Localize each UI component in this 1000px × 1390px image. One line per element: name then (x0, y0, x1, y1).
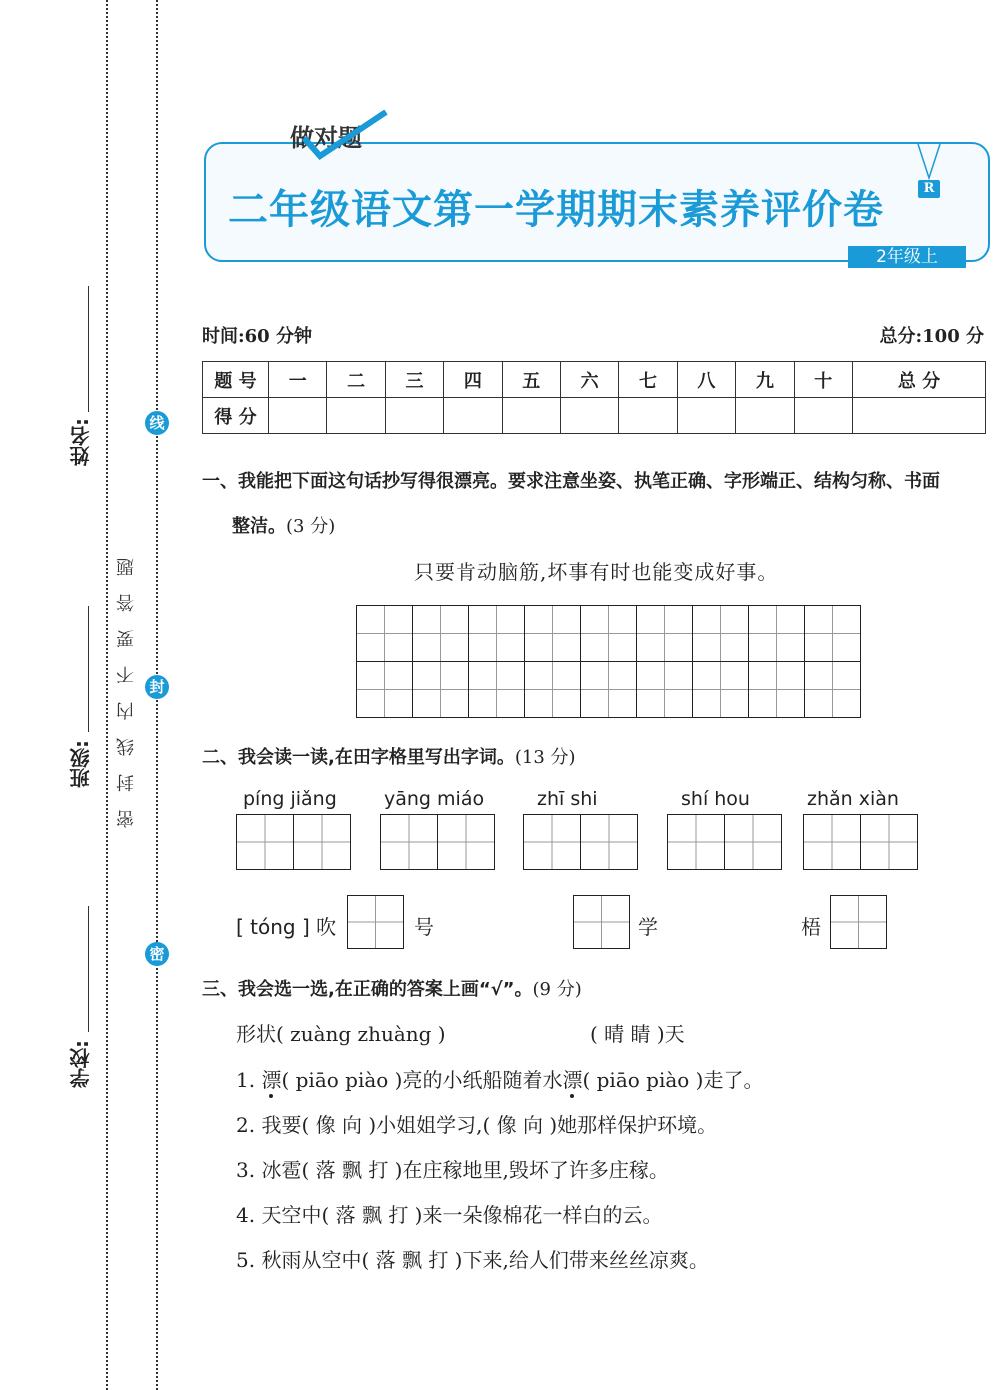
exam-title: 二年级语文第一学期期末素养评价卷 (228, 187, 884, 233)
q2-grid-cell[interactable] (724, 814, 782, 870)
tong-cell-3[interactable] (830, 895, 887, 949)
score-input-cell[interactable] (269, 398, 327, 434)
q1-grid-cell[interactable] (356, 661, 413, 718)
q2-grid-cell[interactable] (667, 814, 725, 870)
tong-cell-2[interactable] (573, 895, 630, 949)
q1-grid-cell[interactable] (412, 661, 469, 718)
tong-prefix-text: [ tóng ] 吹 (236, 915, 337, 939)
school-write-line (88, 906, 89, 1032)
q2-grid-cell[interactable] (803, 814, 861, 870)
score-table-score-row (203, 398, 986, 434)
score-cell-header: 七 (619, 362, 677, 398)
q2-grid-cell[interactable] (523, 814, 581, 870)
tong-prefix (236, 911, 336, 940)
q2-grid-cell[interactable] (580, 814, 638, 870)
q1-grid-cell[interactable] (356, 605, 413, 662)
q1-grid-cell[interactable] (636, 661, 693, 718)
pinyin-4: shí hou (681, 788, 750, 810)
seal-xian: 线 (145, 411, 169, 435)
q3-title-text: 三、我会选一选,在正确的答案上画“√”。 (202, 979, 533, 1000)
pinyin-2: yāng miáo (384, 788, 485, 810)
q1-grid-cell[interactable] (804, 661, 861, 718)
brand-logo: 做对题 (290, 124, 362, 152)
school-label: 学校: (69, 1040, 93, 1088)
q3-example-a: 形状( zuàng zhuàng ) (236, 1022, 446, 1046)
score-table (202, 361, 986, 434)
q3-item-1-b: ( piāo piào )亮的小纸船随着水 (281, 1068, 563, 1092)
tong-hao: 号 (414, 915, 434, 939)
seal-mi: 密 (145, 942, 169, 966)
tong-cell-1[interactable] (347, 895, 404, 949)
tong-wu: 梧 (801, 915, 821, 939)
q1-title: 一、我能把下面这句话抄写得很漂亮。要求注意坐姿、执笔正确、字形端正、结构匀称、书面 (202, 471, 940, 492)
score-input-cell[interactable] (736, 398, 794, 434)
q3-title (202, 975, 582, 1001)
q3-item-4: 4. 天空中( 落 飘 打 )来一朵像棉花一样白的云。 (236, 1203, 663, 1227)
score-row-label: 得 分 (203, 398, 269, 434)
q1-grid-cell[interactable] (636, 605, 693, 662)
score-input-cell[interactable] (619, 398, 677, 434)
name-label: 姓名: (69, 418, 93, 466)
q1-grid-cell[interactable] (524, 661, 581, 718)
ribbon-icon (914, 144, 944, 182)
total-score: 总分:100 分 (879, 326, 984, 347)
q1-points: (3 分) (286, 516, 336, 537)
score-input-cell[interactable] (444, 398, 502, 434)
score-input-cell[interactable] (385, 398, 443, 434)
q3-item-1-c: ( piāo piào )走了。 (582, 1068, 764, 1092)
grade-tag: 2年级上 (848, 246, 966, 268)
score-cell-header: 五 (502, 362, 560, 398)
score-cell-header: 一 (269, 362, 327, 398)
q1-grid-cell[interactable] (524, 605, 581, 662)
pinyin-3: zhī shi (537, 788, 598, 810)
binding-dotted-line-left (106, 0, 108, 1390)
q3-item-1-char2: 漂 (562, 1068, 583, 1092)
q3-item-1-a: 1. (236, 1068, 262, 1092)
q3-item-1-char: 漂 (261, 1068, 282, 1092)
score-input-cell[interactable] (502, 398, 560, 434)
q1-grid-cell[interactable] (748, 661, 805, 718)
score-cell-header: 题 号 (203, 362, 269, 398)
q1-grid-cell[interactable] (412, 605, 469, 662)
q1-grid-cell[interactable] (748, 605, 805, 662)
score-input-cell[interactable] (327, 398, 385, 434)
q1-grid-cell[interactable] (692, 605, 749, 662)
score-cell-header: 四 (444, 362, 502, 398)
score-cell-header: 三 (385, 362, 443, 398)
q1-grid-cell[interactable] (468, 661, 525, 718)
q3-example-b: ( 晴 睛 )天 (590, 1022, 685, 1046)
binding-warning: 密封线内不要答题 (116, 540, 137, 828)
q2-grid-cell[interactable] (860, 814, 918, 870)
score-input-cell[interactable] (560, 398, 618, 434)
q1-grid-cell[interactable] (580, 661, 637, 718)
edition-badge: R (918, 180, 940, 198)
q1-grid-cell[interactable] (804, 605, 861, 662)
q1-grid-cell[interactable] (692, 661, 749, 718)
q3-points: (9 分) (532, 979, 582, 1000)
score-table-header-row (203, 362, 986, 398)
q3-item-3: 3. 冰雹( 落 飘 打 )在庄稼地里,毁坏了许多庄稼。 (236, 1158, 669, 1182)
pinyin-5: zhǎn xiàn (807, 788, 899, 810)
seal-feng: 封 (145, 675, 169, 699)
q1-sentence: 只要肯动脑筋,坏事有时也能变成好事。 (414, 560, 779, 584)
score-input-cell[interactable] (794, 398, 852, 434)
q2-grid-cell[interactable] (293, 814, 351, 870)
q1-title-cont (232, 512, 335, 538)
score-cell-header: 总 分 (852, 362, 985, 398)
q1-grid-cell[interactable] (468, 605, 525, 662)
q2-points: (13 分) (514, 747, 576, 768)
pinyin-1: píng jiǎng (243, 788, 337, 810)
q3-item-1 (236, 1064, 763, 1093)
q2-title (202, 743, 576, 769)
tong-xue: 学 (638, 915, 658, 939)
q2-grid-cell[interactable] (380, 814, 438, 870)
q3-item-5: 5. 秋雨从空中( 落 飘 打 )下来,给人们带来丝丝凉爽。 (236, 1248, 709, 1272)
score-input-cell[interactable] (852, 398, 985, 434)
score-cell-header: 八 (677, 362, 735, 398)
q1-grid-cell[interactable] (580, 605, 637, 662)
score-cell-header: 九 (736, 362, 794, 398)
q3-item-2: 2. 我要( 像 向 )小姐姐学习,( 像 向 )她那样保护环境。 (236, 1113, 718, 1137)
check-mark-icon (300, 110, 390, 160)
class-label: 班级: (69, 740, 93, 788)
score-cell-header: 六 (560, 362, 618, 398)
score-input-cell[interactable] (677, 398, 735, 434)
class-write-line (88, 606, 89, 732)
score-cell-header: 二 (327, 362, 385, 398)
q2-title-text: 二、我会读一读,在田字格里写出字词。 (202, 747, 515, 768)
q1-title-cont-text: 整洁。 (232, 516, 286, 537)
score-cell-header: 十 (794, 362, 852, 398)
time-limit: 时间:60 分钟 (202, 326, 312, 347)
q2-grid-cell[interactable] (236, 814, 294, 870)
name-write-line (88, 286, 89, 412)
q2-grid-cell[interactable] (437, 814, 495, 870)
